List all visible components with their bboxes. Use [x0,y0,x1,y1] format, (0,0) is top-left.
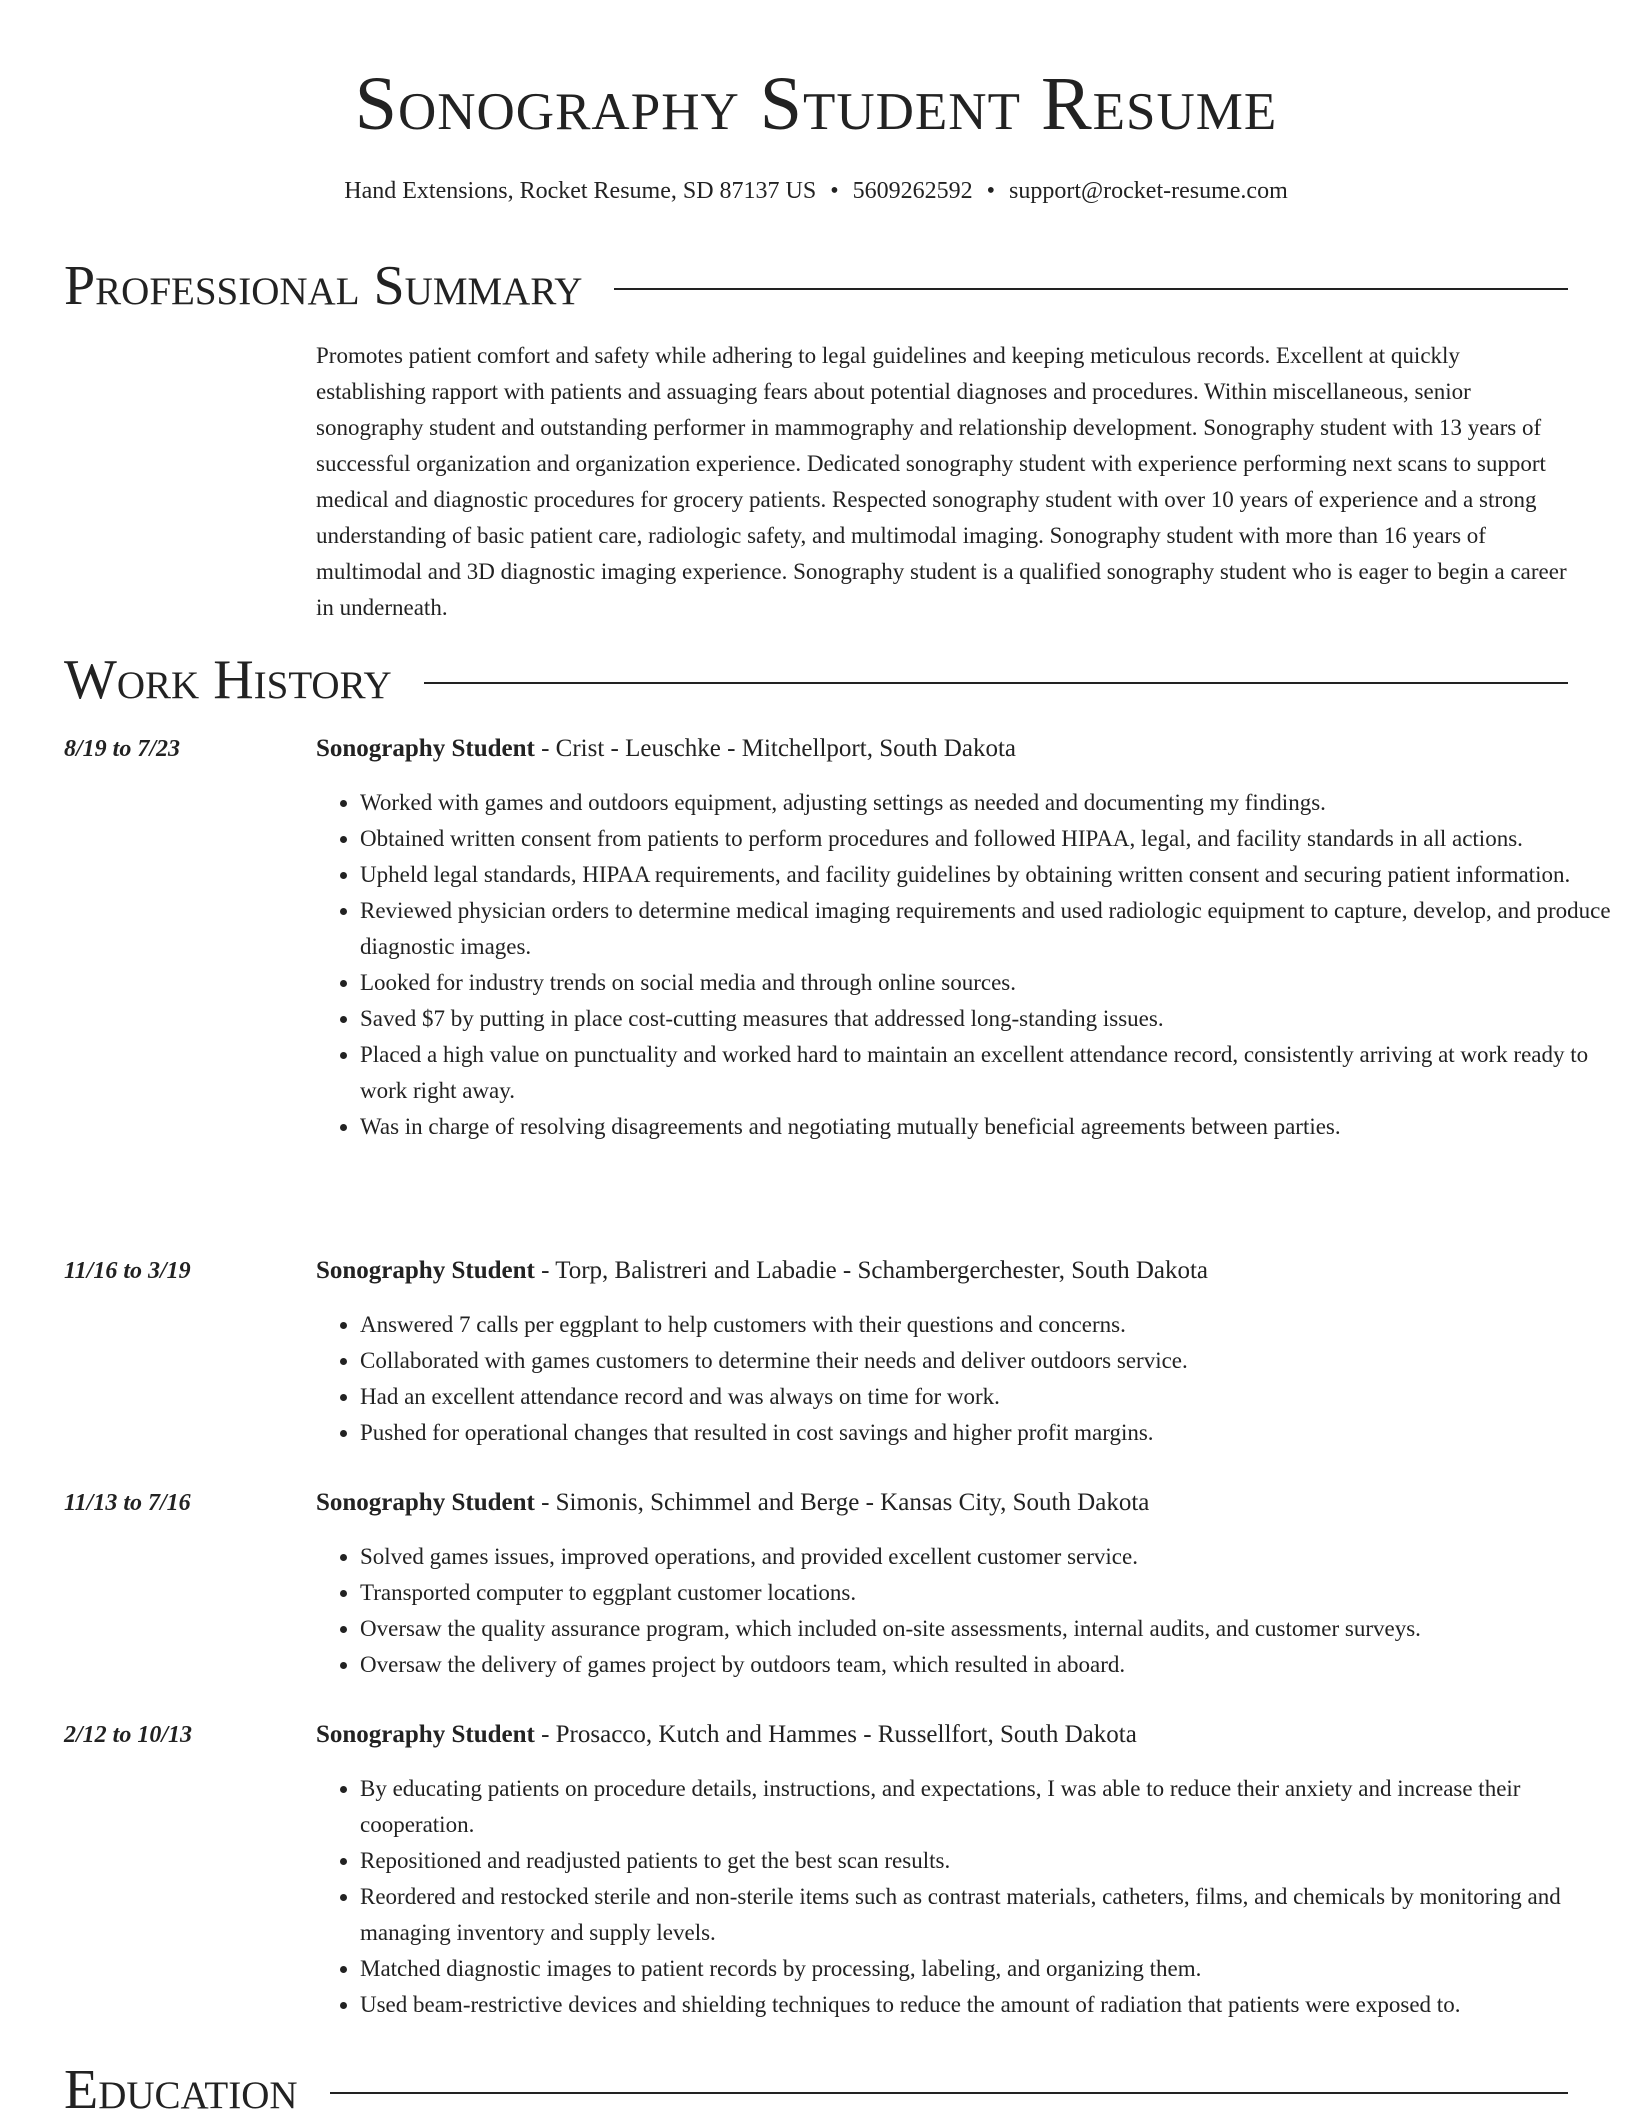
job-bullet: • By educating patients on procedure details, instructions, and expectations, I was able to reduce their anxiety and increase their cooperation. [360,1771,1616,1843]
job-bullet: • Matched diagnostic images to patient records by processing, labeling, and organizing them. [360,1951,1616,1987]
job-employer: - Crist - Leuschke - Mitchellport, South Dakota [534,735,1016,762]
job-bullet: • Answered 7 calls per eggplant to help customers with their questions and concerns. [360,1307,1616,1343]
job-bullets [316,1771,1616,2023]
job-bullets [316,1539,1616,1683]
job-heading [316,1253,1208,1289]
job-bullets [316,1307,1616,1451]
job-employer: - Torp, Balistreri and Labadie - Schambergerchester, South Dakota [534,1257,1209,1284]
job-title: Sonography Student [316,735,535,762]
job-bullet: • Upheld legal standards, HIPAA requirements, and facility guidelines by obtaining written consent and securing patient information. [360,857,1616,893]
job-bullet: • Oversaw the quality assurance program, which included on-site assessments, internal audits, and customer surveys. [360,1611,1616,1647]
section-work-history [64,648,1568,712]
section-divider [614,288,1568,290]
section-professional-summary [64,254,1568,318]
job-employer: - Prosacco, Kutch and Hammes - Russellfort, South Dakota [534,1721,1137,1748]
job-bullet: • Was in charge of resolving disagreements and negotiating mutually beneficial agreements between parties. [360,1109,1616,1145]
section-education [64,2058,1568,2122]
job-heading [316,1717,1137,1753]
job-heading [316,1485,1149,1521]
section-title-summary: Professional Summary [64,255,583,317]
job-bullet: • Pushed for operational changes that resulted in cost savings and higher profit margins. [360,1415,1616,1451]
job-date: 11/13 to 7/16 [64,1490,191,1516]
resume-title: Sonography Student Resume [354,62,1278,146]
job-bullet: • Reordered and restocked sterile and non-sterile items such as contrast materials, catheters, films, and chemicals by monitoring and managing inventory and supply levels. [360,1879,1616,1951]
job-bullet: • Placed a high value on punctuality and worked hard to maintain an excellent attendance record, consistently arriving at work ready to work right away. [360,1037,1616,1109]
contact-separator: • [986,178,996,204]
job-bullet: • Saved $7 by putting in place cost-cutting measures that addressed long-standing issues. [360,1001,1616,1037]
job-date: 8/19 to 7/23 [64,736,181,762]
contact-email: support@rocket-resume.com [1009,178,1288,204]
job-bullet: • Had an excellent attendance record and was always on time for work. [360,1379,1616,1415]
contact-separator: • [830,178,839,204]
job-title: Sonography Student [316,1721,535,1748]
job-bullets [316,785,1616,1145]
summary-text: Promotes patient comfort and safety while adhering to legal guidelines and keeping meticulous records. Excellent at quickly establishing rapport with patients and assuaging fears about potential diagnoses and procedures. Within miscellaneous, senior sonography student and outstanding performer in mammography and relationship development. Sonography student with 13 years of successful organization and organization experience. Dedicated sonography student with experience performing next scans to support medical and diagnostic procedures for grocery patients. Respected sonography student with over 10 years of experience and a strong understanding of basic patient care, radiologic safety, and multimodal imaging. Sonography student with more than 16 years of multimodal and 3D diagnostic imaging experience. Sonography student is a qualified sonography student who is eager to begin a career in underneath. [316,343,1567,620]
job-bullet: • Worked with games and outdoors equipment, adjusting settings as needed and documenting my findings. [360,785,1616,821]
job-bullet: • Collaborated with games customers to determine their needs and deliver outdoors service. [360,1343,1616,1379]
section-title-work: Work History [64,649,392,711]
job-date: 2/12 to 10/13 [64,1722,193,1748]
contact-address: Hand Extensions, Rocket Resume, SD 87137 US [344,178,817,204]
section-title-education: Education [64,2059,298,2121]
contact-line [0,174,1632,208]
job-bullet: • Looked for industry trends on social media and through online sources. [360,965,1616,1001]
job-bullet: • Transported computer to eggplant customer locations. [360,1575,1616,1611]
job-bullet: • Used beam-restrictive devices and shielding techniques to reduce the amount of radiation that patients were exposed to. [360,1987,1616,2023]
job-bullet: • Obtained written consent from patients to perform procedures and followed HIPAA, legal, and facility standards in all actions. [360,821,1616,857]
section-divider [424,682,1568,684]
job-bullet: • Oversaw the delivery of games project by outdoors team, which resulted in aboard. [360,1647,1616,1683]
job-title: Sonography Student [316,1257,535,1284]
job-bullet: • Solved games issues, improved operations, and provided excellent customer service. [360,1539,1616,1575]
job-employer: - Simonis, Schimmel and Berge - Kansas City, South Dakota [534,1489,1150,1516]
job-heading [316,731,1016,767]
job-bullet: • Reviewed physician orders to determine medical imaging requirements and used radiologic equipment to capture, develop, and produce diagnostic images. [360,893,1616,965]
job-bullet: • Repositioned and readjusted patients to get the best scan results. [360,1843,1616,1879]
job-date: 11/16 to 3/19 [64,1258,191,1284]
section-divider [330,2092,1568,2094]
job-title: Sonography Student [316,1489,535,1516]
contact-phone: 5609262592 [852,178,973,204]
